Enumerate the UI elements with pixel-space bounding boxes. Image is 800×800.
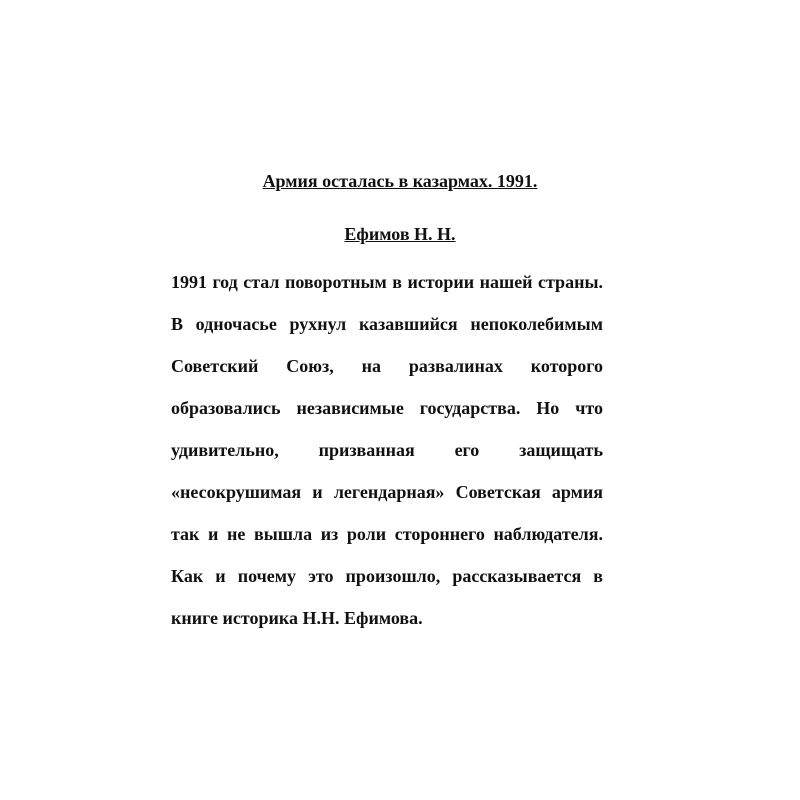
annotation-line-3: Советский Союз, на развалинах которого [171, 356, 603, 376]
annotation-line-2: В одночасье рухнул казавшийся непоколебимым [171, 314, 603, 334]
annotation-line-7: так и не вышла из роли стороннего наблюдателя. [171, 524, 603, 544]
annotation-line-9: книге историка Н.Н. Ефимова. [171, 608, 423, 628]
annotation-line-5: удивительно, призванная его защищать [171, 440, 603, 460]
annotation-line-1: 1991 год стал поворотным в истории нашей страны. [171, 272, 603, 292]
document-author: Ефимов Н. Н. [344, 224, 456, 244]
annotation-line-6: «несокрушимая и легендарная» Советская армия [171, 482, 603, 502]
document-title: Армия осталась в казармах. 1991. [262, 171, 538, 191]
annotation-line-4: образовались независимые государства. Но что [171, 398, 603, 418]
annotation-line-8: Как и почему это произошло, рассказывается в [171, 566, 603, 586]
